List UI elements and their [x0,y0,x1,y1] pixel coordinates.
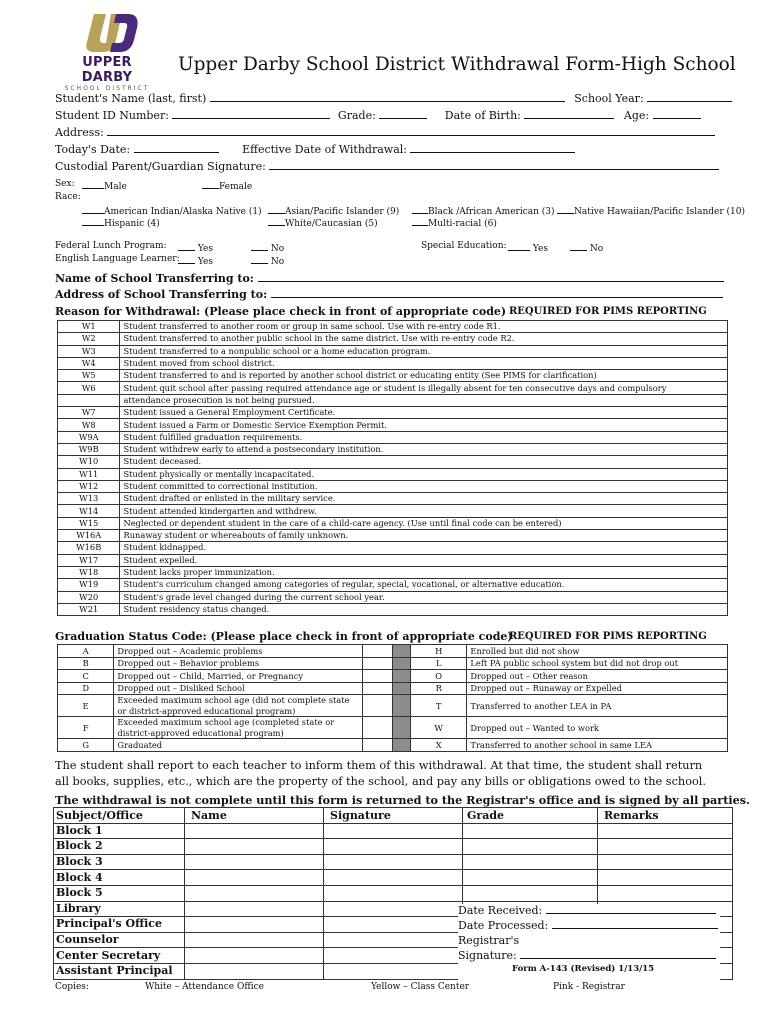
logo-line2: SCHOOL DISTRICT [64,85,150,92]
graduation-row [58,657,728,670]
registrar-box [458,904,720,980]
registrar-label: Registrar's [458,934,520,947]
withdrawal-code: W6 [58,382,120,394]
withdrawal-description: Student withdrew early to attend a postsecondary institution. [120,443,728,455]
transfer-name-label: Name of School Transferring to: [55,272,254,285]
graduation-check-left[interactable] [362,645,392,658]
withdrawal-code: W9B [58,443,120,455]
date-received-field[interactable] [546,904,716,914]
withdrawal-row[interactable] [58,468,728,480]
withdrawal-code: W16B [58,542,120,554]
withdrawal-code: W7 [58,407,120,419]
address-label: Address: [55,126,104,139]
withdrawal-description: Student issued a General Employment Certificate. [120,407,728,419]
signoff-row [54,839,733,855]
graduation-code-left: C [58,670,114,683]
withdrawal-row[interactable] [58,321,728,333]
withdrawal-code: W12 [58,480,120,492]
signoff-signature-cell[interactable] [324,823,463,839]
signoff-row [54,854,733,870]
withdrawal-code: W13 [58,493,120,505]
custodial-label: Custodial Parent/Guardian Signature: [55,160,266,173]
race-option-10[interactable] [557,204,745,217]
withdrawal-description: Student drafted or enlisted in the military service. [120,493,728,505]
date-processed-field[interactable] [552,919,718,929]
withdrawal-description: Student's grade level changed during the current school year. [120,591,728,603]
signoff-row [54,885,733,901]
age-label: Age: [623,109,650,122]
withdrawal-code: W17 [58,554,120,566]
withdrawal-heading: Reason for Withdrawal: (Please place check in front of appropriate code) [55,305,507,318]
sex-male-option[interactable] [82,179,127,192]
date-processed-label: Date Processed: [458,919,549,932]
graduation-required-label: REQUIRED FOR PIMS REPORTING [509,631,707,642]
student-name-field[interactable] [210,92,565,102]
withdrawal-description: Student physically or mentally incapacitated. [120,468,728,480]
graduation-shaded-cell [392,717,410,739]
transfer-name-row [55,272,724,285]
graduation-shaded-cell [392,645,410,658]
graduation-row [58,645,728,658]
signoff-signature-cell[interactable] [324,917,463,933]
withdrawal-description: Student transferred to a nonpublic school or a home education program. [120,345,728,357]
withdrawal-code: W5 [58,370,120,382]
withdrawal-description: Student moved from school district. [120,357,728,369]
graduation-desc-right: Transferred to another school in same LEA [467,739,728,752]
signoff-remarks-cell[interactable] [598,823,733,839]
withdrawal-code: W16A [58,530,120,542]
graduation-shaded-cell [392,682,410,695]
form-id: Form A-143 (Revised) 1/13/15 [512,964,655,974]
signoff-name-cell[interactable] [185,854,324,870]
dob-label: Date of Birth: [444,109,521,122]
graduation-row [58,670,728,683]
student-name-row [55,92,732,105]
notice-text: The student shall report to each teacher to inform them of this withdrawal. At that time, the student shall return all books, supplies, etc., which are the property of the school, and pay any bills or obligations owed to the school. [55,759,707,788]
withdrawal-code: W19 [58,579,120,591]
race-label: Race: [55,192,81,202]
graduation-check-left[interactable] [362,657,392,670]
dates-row [55,143,575,156]
graduation-check-left[interactable] [362,739,392,752]
signoff-name-cell[interactable] [185,885,324,901]
withdrawal-row[interactable] [58,394,728,406]
signoff-grade-cell[interactable] [463,823,598,839]
withdrawal-row[interactable] [58,493,728,505]
dob-field[interactable] [524,109,614,119]
withdrawal-code: W15 [58,517,120,529]
signoff-remarks-cell[interactable] [598,870,733,886]
withdrawal-row[interactable] [58,480,728,492]
withdrawal-required-label: REQUIRED FOR PIMS REPORTING [509,306,707,317]
graduation-check-left[interactable] [362,717,392,739]
grade-field[interactable] [379,109,427,119]
registrar-signature-field[interactable] [520,949,716,959]
sex-female-option[interactable] [202,179,252,192]
withdrawal-row[interactable] [58,382,728,394]
withdrawal-code [58,394,120,406]
race-9-label: Asian/Pacific Islander (9) [285,207,400,217]
student-id-field[interactable] [172,109,330,119]
signoff-signature-cell[interactable] [324,885,463,901]
lunch-yes-label: Yes [197,244,213,254]
graduation-code-left: E [58,695,114,717]
signoff-name-cell[interactable] [185,839,324,855]
ell-no-label: No [270,257,285,267]
withdrawal-row[interactable] [58,603,728,615]
withdrawal-codes-table [57,320,728,616]
signoff-row [54,870,733,886]
effective-date-field[interactable] [410,143,575,153]
race-option-6[interactable] [412,216,497,229]
graduation-row [58,682,728,695]
race-1-label: American Indian/Alaska Native (1) [104,207,262,217]
student-id-label: Student ID Number: [55,109,169,122]
signoff-grade-cell[interactable] [463,870,598,886]
ell-yes-option[interactable] [178,254,213,267]
date-received-label: Date Received: [458,904,543,917]
effective-date-label: Effective Date of Withdrawal: [242,143,407,156]
signoff-signature-cell[interactable] [324,948,463,964]
student-name-label: Student's Name (last, first) [55,92,207,105]
signoff-signature-cell[interactable] [324,932,463,948]
graduation-desc-right: Transferred to another LEA in PA [467,695,728,717]
graduation-desc-left: Graduated [114,739,363,752]
sped-label: Special Education: [421,241,507,251]
withdrawal-description: Student deceased. [120,456,728,468]
signoff-name-cell[interactable] [185,870,324,886]
transfer-name-field[interactable] [258,272,724,282]
graduation-desc-right: Dropped out – Wanted to work [467,717,728,739]
withdrawal-description: Student expelled. [120,554,728,566]
withdrawal-code: W20 [58,591,120,603]
transfer-address-label: Address of School Transferring to: [55,288,268,301]
ell-label: English Language Learner: [55,254,180,264]
graduation-check-left[interactable] [362,670,392,683]
graduation-desc-left: Dropped out – Behavior problems [114,657,363,670]
graduation-shaded-cell [392,670,410,683]
signoff-grade-cell[interactable] [463,854,598,870]
withdrawal-description: Student fulfilled graduation requirements. [120,431,728,443]
signoff-name-cell[interactable] [185,917,324,933]
graduation-desc-right: Dropped out – Runaway or Expelled [467,682,728,695]
todays-date-field[interactable] [134,143,219,153]
sex-label: Sex: [55,179,75,189]
withdrawal-row[interactable] [58,554,728,566]
grade-label: Grade: [337,109,376,122]
withdrawal-description: Student transferred to another room or group in same school. Use with re-entry code R1. [120,321,728,333]
ell-no-option[interactable] [251,254,284,267]
district-logo-text [55,55,159,92]
address-field[interactable] [107,126,715,136]
withdrawal-description: Runaway student or whereabouts of family unknown. [120,530,728,542]
race-5-label: White/Caucasian (5) [285,219,378,229]
signoff-office: Library [54,901,185,917]
signoff-remarks-cell[interactable] [598,885,733,901]
withdrawal-row[interactable] [58,505,728,517]
header-signature: Signature [324,808,463,824]
withdrawal-row[interactable] [58,591,728,603]
graduation-desc-left: Exceeded maximum school age (did not complete state or district-approved educational program) [114,695,363,717]
custodial-signature-field[interactable] [269,160,719,170]
withdrawal-row[interactable] [58,517,728,529]
withdrawal-description: Student residency status changed. [120,603,728,615]
graduation-code-right: T [410,695,466,717]
graduation-desc-right: Dropped out – Other reason [467,670,728,683]
withdrawal-row[interactable] [58,370,728,382]
graduation-code-right: H [410,645,466,658]
withdrawal-code: W14 [58,505,120,517]
graduation-code-left: D [58,682,114,695]
graduation-desc-left: Dropped out – Disliked School [114,682,363,695]
transfer-address-field[interactable] [271,288,723,298]
signoff-office: Assistant Principal [54,963,185,979]
sped-no-label: No [589,244,604,254]
withdrawal-row[interactable] [58,530,728,542]
copies-white: White – Attendance Office [145,982,264,992]
withdrawal-code: W3 [58,345,120,357]
signoff-name-cell[interactable] [185,901,324,917]
signoff-office: Block 3 [54,854,185,870]
student-id-row [55,109,701,122]
signoff-signature-cell[interactable] [324,870,463,886]
graduation-heading: Graduation Status Code: (Please place check in front of appropriate code) [55,630,513,643]
lunch-no-label: No [270,244,285,254]
registrar-signature-label: Signature: [458,949,517,962]
signoff-name-cell[interactable] [185,963,324,979]
graduation-desc-left: Dropped out – Child, Married, or Pregnancy [114,670,363,683]
withdrawal-code: W21 [58,603,120,615]
race-option-5[interactable] [268,216,378,229]
female-label: Female [219,182,253,192]
school-year-label: School Year: [574,92,644,105]
withdrawal-code: W8 [58,419,120,431]
header-grade: Grade [463,808,598,824]
signoff-office: Counselor [54,932,185,948]
withdrawal-description: Neglected or dependent student in the care of a child-care agency. (Use until final code can be entered) [120,517,728,529]
header-remarks: Remarks [598,808,733,824]
signoff-remarks-cell[interactable] [598,854,733,870]
withdrawal-description: Student's curriculum changed among categories of regular, special, vocational, or alternative education. [120,579,728,591]
copies-label: Copies: [55,982,89,992]
withdrawal-code: W4 [58,357,120,369]
graduation-check-left[interactable] [362,695,392,717]
graduation-desc-right: Enrolled but did not show [467,645,728,658]
transfer-address-row [55,288,723,301]
address-row [55,126,715,139]
withdrawal-row[interactable] [58,431,728,443]
withdrawal-description: Student transferred to another public school in the same district. Use with re-entry code R2. [120,333,728,345]
signoff-grade-cell[interactable] [463,885,598,901]
lunch-no-option[interactable] [251,241,284,254]
graduation-shaded-cell [392,695,410,717]
school-year-field[interactable] [647,92,732,102]
sped-yes-label: Yes [532,244,548,254]
withdrawal-row[interactable] [58,357,728,369]
graduation-code-right: W [410,717,466,739]
graduation-desc-right: Left PA public school system but did not drop out [467,657,728,670]
graduation-row [58,695,728,717]
custodial-row [55,160,719,173]
graduation-code-left: B [58,657,114,670]
notice-bold-text: The withdrawal is not complete until this form is returned to the Registrar's office and is signed by all parties. [55,793,750,807]
withdrawal-description: Student kidnapped. [120,542,728,554]
withdrawal-row[interactable] [58,333,728,345]
lunch-label: Federal Lunch Program: [55,241,167,251]
signoff-office: Center Secretary [54,948,185,964]
withdrawal-row[interactable] [58,407,728,419]
header-subject: Subject/Office [54,808,185,824]
graduation-code-left: G [58,739,114,752]
withdrawal-description: Student quit school after passing required attendance age or student is illegally absent for ten consecutive days and compulsory [120,382,728,394]
signoff-name-cell[interactable] [185,823,324,839]
withdrawal-code: W9A [58,431,120,443]
signoff-office: Block 1 [54,823,185,839]
withdrawal-description: Student transferred to and is reported by another school district or educating entity (See PIMS for clarification) [120,370,728,382]
signoff-office: Principal's Office [54,917,185,933]
withdrawal-row[interactable] [58,456,728,468]
signoff-name-cell[interactable] [185,948,324,964]
graduation-code-right: L [410,657,466,670]
header-name: Name [185,808,324,824]
withdrawal-code: W10 [58,456,120,468]
withdrawal-description: Student issued a Farm or Domestic Service Exemption Permit. [120,419,728,431]
withdrawal-code: W11 [58,468,120,480]
withdrawal-row[interactable] [58,443,728,455]
signoff-signature-cell[interactable] [324,963,463,979]
sped-yes-option[interactable] [508,241,548,254]
district-logo-icon [80,12,140,54]
graduation-check-left[interactable] [362,682,392,695]
signoff-signature-cell[interactable] [324,839,463,855]
race-10-label: Native Hawaiian/Pacific Islander (10) [574,207,746,217]
male-label: Male [104,182,127,192]
graduation-codes-table [57,644,728,752]
race-4-label: Hispanic (4) [104,219,160,229]
lunch-yes-option[interactable] [178,241,213,254]
signoff-office: Block 2 [54,839,185,855]
signoff-name-cell[interactable] [185,932,324,948]
withdrawal-row[interactable] [58,419,728,431]
signoff-signature-cell[interactable] [324,901,463,917]
copies-pink: Pink - Registrar [553,982,625,992]
graduation-code-right: X [410,739,466,752]
signoff-signature-cell[interactable] [324,854,463,870]
ell-yes-label: Yes [197,257,213,267]
withdrawal-row[interactable] [58,566,728,578]
graduation-code-right: R [410,682,466,695]
signoff-office: Block 4 [54,870,185,886]
withdrawal-description: attendance prosecution is not being pursued. [120,394,728,406]
withdrawal-description: Student committed to correctional institution. [120,480,728,492]
graduation-code-right: O [410,670,466,683]
withdrawal-description: Student lacks proper immunization. [120,566,728,578]
graduation-shaded-cell [392,657,410,670]
sped-no-option[interactable] [570,241,603,254]
race-option-4[interactable] [82,216,160,229]
signoff-office: Block 5 [54,885,185,901]
race-6-label: Multi-racial (6) [428,219,497,229]
withdrawal-code: W1 [58,321,120,333]
todays-date-label: Today's Date: [55,143,131,156]
signoff-row [54,823,733,839]
withdrawal-code: W2 [58,333,120,345]
withdrawal-row[interactable] [58,542,728,554]
age-field[interactable] [653,109,701,119]
logo-line1: UPPER DARBY [81,55,133,85]
race-3-label: Black /African American (3) [428,207,555,217]
graduation-code-left: F [58,717,114,739]
graduation-desc-left: Exceeded maximum school age (completed state or district-approved educational program) [114,717,363,739]
withdrawal-description: Student attended kindergarten and withdrew. [120,505,728,517]
graduation-row [58,739,728,752]
signoff-grade-cell[interactable] [463,839,598,855]
withdrawal-row[interactable] [58,345,728,357]
graduation-desc-left: Dropped out – Academic problems [114,645,363,658]
graduation-row [58,717,728,739]
withdrawal-row[interactable] [58,579,728,591]
copies-yellow: Yellow – Class Center [371,982,470,992]
withdrawal-code: W18 [58,566,120,578]
graduation-code-left: A [58,645,114,658]
graduation-shaded-cell [392,739,410,752]
signoff-remarks-cell[interactable] [598,839,733,855]
page-title: Upper Darby School District Withdrawal Form-High School [178,54,736,75]
